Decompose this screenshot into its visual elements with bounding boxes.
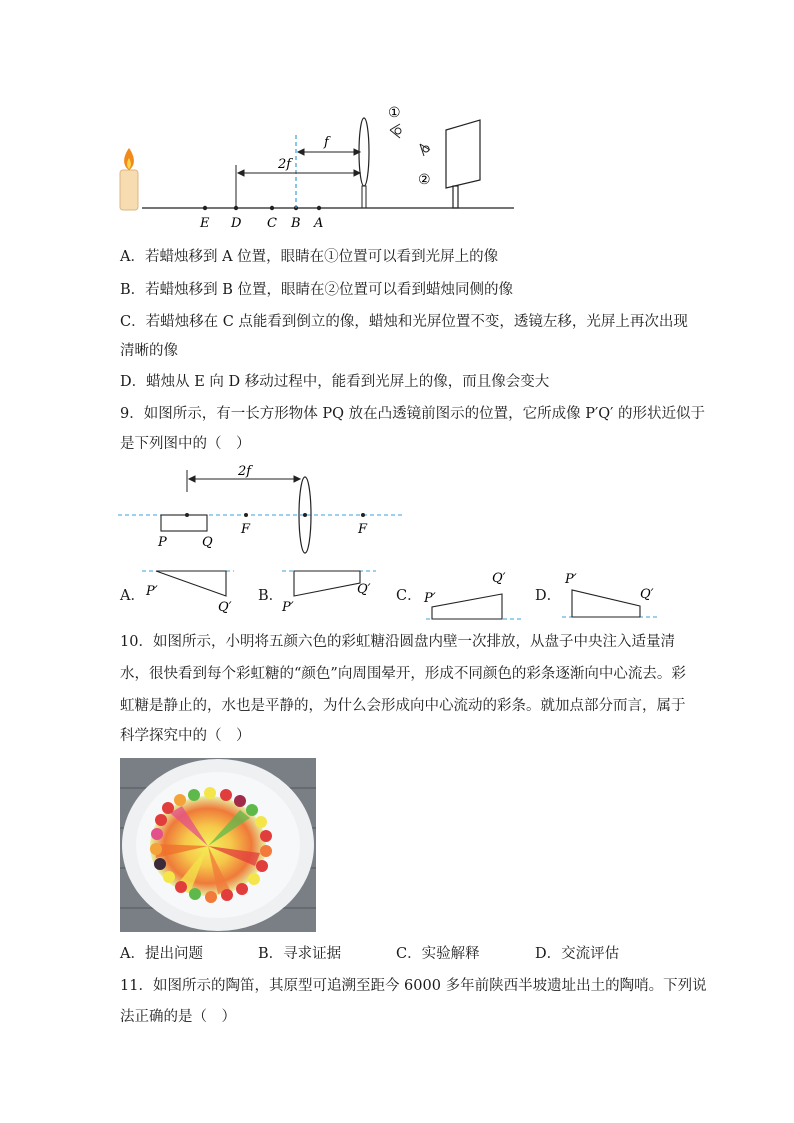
object-pq (161, 515, 207, 531)
q9-stem-line1: 9．如图所示，有一长方形物体 PQ 放在凸透镜前图示的位置，它所成像 P′Q′ 的形状近似于 (120, 406, 706, 422)
dimension-arrows (238, 149, 360, 176)
label-A: A (314, 216, 324, 230)
q10-stem-line4: 科学探究中的（ ） (120, 728, 251, 744)
label-2f: 2f (278, 157, 292, 172)
candle-icon (120, 148, 138, 210)
q10-option-b: B．寻求证据 (258, 946, 342, 962)
svg-text:P′: P′ (424, 591, 436, 606)
q9-choice-d-letter: D． (535, 588, 562, 604)
q8-option-b: B．若蜡烛移到 B 位置，眼睛在②位置可以看到蜡烛同侧的像 (120, 282, 514, 298)
svg-text:Q′: Q′ (640, 587, 654, 602)
q8-option-c-line1: C．若蜡烛移在 C 点能看到倒立的像，蜡烛和光屏位置不变，透镜左移，光屏上再次出现 (120, 314, 688, 330)
svg-text:P′: P′ (282, 600, 294, 615)
q8-option-a: A．若蜡烛移到 A 位置，眼睛在①位置可以看到光屏上的像 (120, 249, 499, 265)
q10-option-c: C．实验解释 (396, 946, 480, 962)
label-f: f (324, 135, 329, 150)
q9-label-F-right: F (358, 522, 368, 537)
q9-stem-line2: 是下列图中的（ ） (120, 436, 251, 452)
q9-choice-d-figure (556, 566, 666, 620)
q9-choice-c-letter: C． (396, 588, 422, 604)
q9-choice-a-letter: A． (120, 588, 145, 604)
q10-option-a: A．提出问题 (120, 946, 203, 962)
label-C: C (267, 216, 277, 230)
q9-label-2f: 2f (238, 464, 252, 479)
light-screen-icon (446, 120, 480, 208)
svg-text:P′: P′ (565, 572, 577, 587)
q10-stem-line1: 10．如图所示，小明将五颜六色的彩虹糖沿圆盘内壁一次排放，从盘子中央注入适量清 (120, 634, 675, 650)
convex-lens-icon (359, 118, 369, 208)
label-D: D (231, 216, 242, 230)
q9-lens-diagram (116, 462, 408, 558)
q10-option-d: D．交流评估 (535, 946, 620, 962)
q9-label-Q: Q (202, 535, 213, 550)
eye-icon-2 (420, 144, 430, 156)
svg-text:P′: P′ (146, 584, 158, 599)
q10-stem-line3: 虹糖是静止的，水也是平静的，为什么会形成向中心流动的彩条。就加点部分而言，属于 (120, 698, 686, 714)
rainbow-candy-plate-photo (120, 758, 316, 932)
label-pos1: ① (388, 105, 401, 121)
q9-choice-b-letter: B． (258, 588, 284, 604)
eye-icon-1 (390, 124, 401, 138)
q8-option-c-line2: 清晰的像 (120, 343, 178, 359)
svg-text:Q′: Q′ (218, 600, 232, 615)
q8-lens-diagram (112, 100, 522, 230)
q9-choice-a-figure (142, 566, 242, 616)
q9-choice-b-figure (280, 566, 380, 616)
q9-label-P: P (158, 535, 167, 550)
label-E: E (200, 216, 210, 230)
q8-option-d: D．蜡烛从 E 向 D 移动过程中，能看到光屏上的像，而且像会变大 (120, 374, 550, 390)
svg-text:Q′: Q′ (357, 582, 371, 597)
q10-stem-line2: 水，很快看到每个彩虹糖的“颜色”向周围晕开，形成不同颜色的彩条逐渐向中心流去。彩 (120, 666, 686, 682)
q11-stem-line1: 11．如图所示的陶笛，其原型可追溯至距今 6000 多年前陕西半坡遗址出土的陶哨。下列说 (120, 978, 707, 994)
label-pos2: ② (418, 172, 431, 188)
q9-label-F-left: F (241, 522, 251, 537)
svg-text:Q′: Q′ (492, 571, 506, 586)
q11-stem-line2: 法正确的是（ ） (120, 1009, 236, 1025)
label-B: B (291, 216, 301, 230)
q9-choice-c-figure (420, 566, 530, 620)
